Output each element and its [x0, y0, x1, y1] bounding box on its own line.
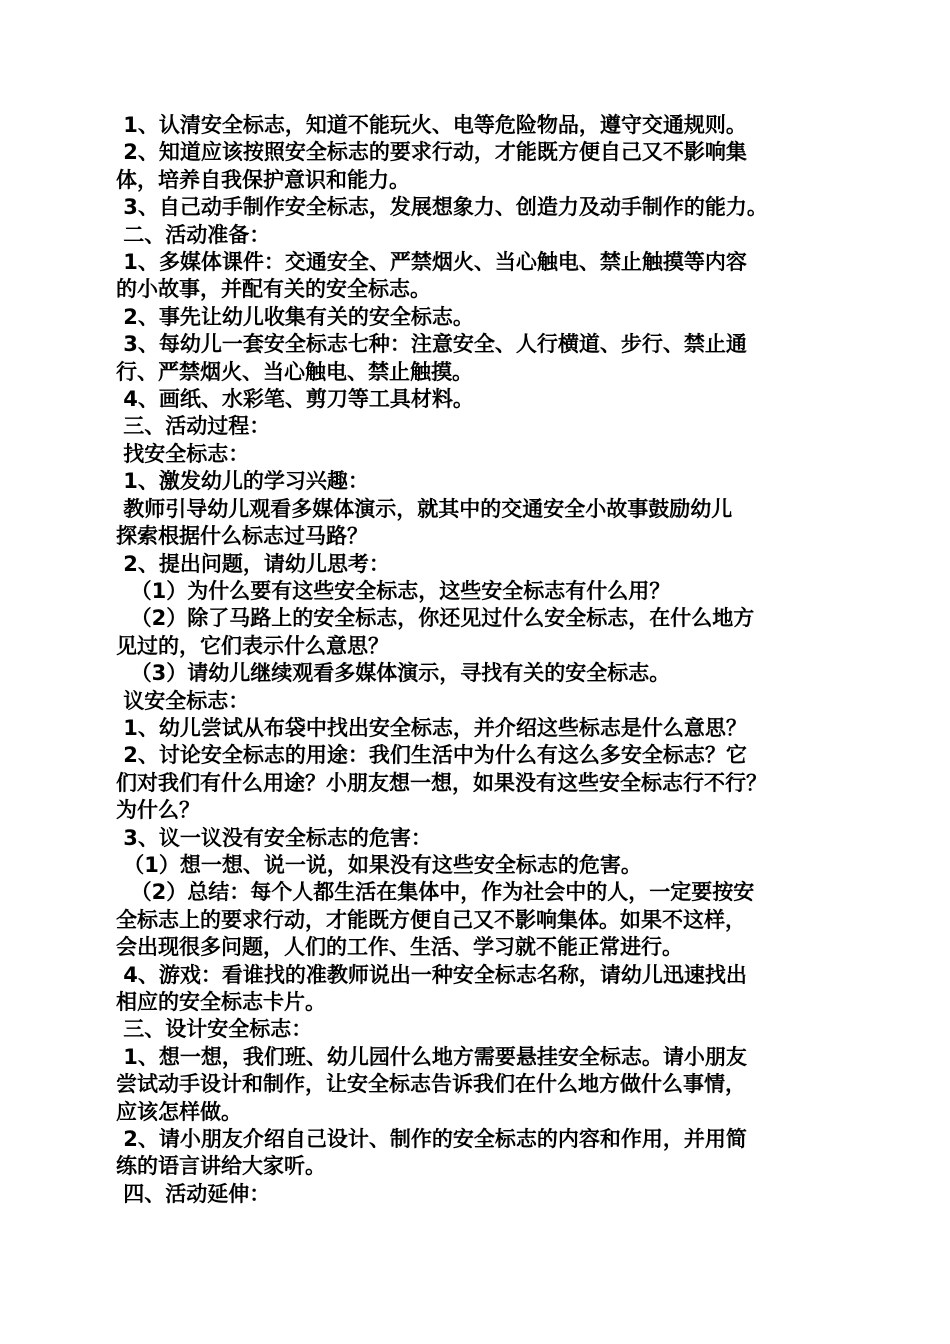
text-line: 4、游戏：看谁找的准教师说出一种安全标志名称，请幼儿迅速找出 [116, 962, 747, 987]
text-line: 2、请小朋友介绍自己设计、制作的安全标志的内容和作用，并用简 [116, 1127, 747, 1152]
text-line: （1）想一想、说一说，如果没有这些安全标志的危害。 [116, 852, 642, 877]
subsection-heading: 议安全标志： [116, 688, 250, 713]
section-heading: 四、活动延伸： [116, 1181, 271, 1206]
text-line: 2、讨论安全标志的用途：我们生活中为什么有这么多安全标志？它 [116, 743, 747, 768]
text-line: 们对我们有什么用途？小朋友想一想，如果没有这些安全标志行不行？ [116, 770, 767, 795]
text-line: 的小故事，并配有关的安全标志。 [116, 277, 431, 302]
text-line: （3）请幼儿继续观看多媒体演示，寻找有关的安全标志。 [116, 661, 671, 686]
text-line: 2、提出问题，请幼儿思考： [116, 551, 390, 576]
text-line: 练的语言讲给大家听。 [116, 1154, 326, 1179]
text-line: 行、严禁烟火、当心触电、禁止触摸。 [116, 359, 473, 384]
section-heading: 三、活动过程： [116, 414, 271, 439]
text-line: 相应的安全标志卡片。 [116, 990, 326, 1014]
text-line: 3、每幼儿一套安全标志七种：注意安全、人行横道、步行、禁止通 [116, 332, 747, 357]
text-line: 全标志上的要求行动，才能既方便自己又不影响集体。如果不这样， [116, 907, 746, 932]
text-line: 3、议一议没有安全标志的危害： [116, 825, 432, 850]
document-body [116, 112, 836, 1208]
text-line: 体，培养自我保护意识和能力。 [116, 167, 410, 192]
text-line: 1、认清安全标志，知道不能玩火、电等危险物品，遵守交通规则。 [116, 113, 747, 137]
section-heading: 三、设计安全标志： [116, 1017, 313, 1042]
text-line: （2）总结：每个人都生活在集体中，作为社会中的人，一定要按安 [116, 880, 755, 905]
text-line: （1）为什么要有这些安全标志，这些安全标志有什么用？ [116, 578, 671, 603]
text-line: 会出现很多问题，人们的工作、生活、学习就不能正常进行。 [116, 935, 683, 960]
text-line: 2、事先让幼儿收集有关的安全标志。 [116, 304, 474, 329]
text-line: 教师引导幼儿观看多媒体演示，就其中的交通安全小故事鼓励幼儿 [116, 496, 733, 521]
text-line: 2、知道应该按照安全标志的要求行动，才能既方便自己又不影响集 [116, 140, 747, 165]
text-line: 探索根据什么标志过马路？ [116, 524, 368, 549]
text-line: 3、自己动手制作安全标志，发展想象力、创造力及动手制作的能力。 [116, 195, 768, 220]
text-line: 尝试动手设计和制作，让安全标志告诉我们在什么地方做什么事情， [116, 1072, 746, 1097]
text-line: 1、幼儿尝试从布袋中找出安全标志，并介绍这些标志是什么意思？ [116, 715, 747, 740]
text-line: 1、多媒体课件：交通安全、严禁烟火、当心触电、禁止触摸等内容 [116, 250, 747, 275]
text-line: 1、想一想，我们班、幼儿园什么地方需要悬挂安全标志。请小朋友 [116, 1044, 747, 1069]
text-line: 见过的，它们表示什么意思？ [116, 633, 389, 658]
text-line: 1、激发幼儿的学习兴趣： [116, 469, 369, 494]
text-line: 为什么？ [116, 798, 200, 823]
text-line: 应该怎样做。 [116, 1099, 242, 1124]
section-heading: 二、活动准备： [116, 222, 271, 247]
text-line: （2）除了马路上的安全标志，你还见过什么安全标志，在什么地方 [116, 606, 755, 631]
text-line: 4、画纸、水彩笔、剪刀等工具材料。 [116, 387, 474, 412]
subsection-heading: 找安全标志： [116, 441, 250, 466]
